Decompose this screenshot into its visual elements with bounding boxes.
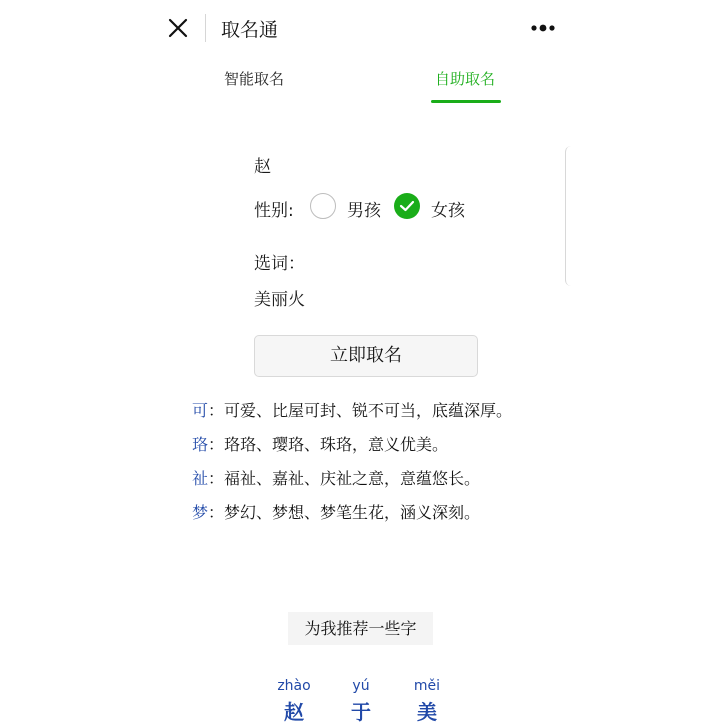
- title-divider: [205, 14, 206, 42]
- name-preview-char[interactable]: [331, 678, 391, 725]
- pinyin-label: měi: [413, 678, 441, 694]
- gender-female-radio[interactable]: [394, 193, 420, 219]
- character-description: ：梦幻、梦想、梦笔生花，涵义深刻。: [208, 503, 481, 522]
- close-icon: [166, 16, 190, 40]
- list-item: [192, 500, 522, 526]
- generate-names-button[interactable]: 立即取名: [254, 335, 478, 377]
- character-key[interactable]: 可: [192, 401, 209, 420]
- name-preview-char[interactable]: [264, 678, 324, 725]
- close-button[interactable]: [166, 16, 190, 40]
- active-tab-indicator: [431, 100, 501, 103]
- pinyin-label: zhào: [277, 678, 311, 694]
- form-panel-edge: [565, 146, 574, 286]
- recommend-characters-button[interactable]: 为我推荐一些字: [288, 612, 433, 645]
- check-icon: [399, 199, 415, 213]
- list-item: [192, 466, 522, 492]
- character-key[interactable]: 珞: [192, 435, 209, 454]
- more-options-button[interactable]: [530, 18, 556, 38]
- gender-label: 性别:: [254, 201, 294, 221]
- list-item: [192, 398, 522, 424]
- selected-words-value[interactable]: 美丽火: [254, 290, 305, 310]
- gender-male-radio[interactable]: [310, 193, 336, 219]
- hanzi-label: 美: [417, 700, 437, 724]
- tab-self-naming[interactable]: 自助取名: [435, 70, 496, 88]
- pinyin-label: yú: [352, 678, 370, 694]
- app-title: 取名通: [221, 19, 279, 41]
- character-description: ：福祉、嘉祉、庆祉之意，意蕴悠长。: [208, 469, 481, 488]
- gender-female-label[interactable]: 女孩: [431, 201, 465, 221]
- select-words-label: 选词：: [254, 254, 305, 274]
- more-options-icon: [530, 18, 556, 38]
- character-key[interactable]: 祉: [192, 469, 209, 488]
- surname-value[interactable]: 赵: [254, 157, 271, 177]
- character-meaning-list: [192, 398, 522, 534]
- tab-bar: [0, 64, 720, 108]
- list-item: [192, 432, 522, 458]
- tab-smart-naming[interactable]: 智能取名: [224, 70, 285, 88]
- character-description: ：珞珞、璎珞、珠珞，意义优美。: [208, 435, 449, 454]
- top-bar: [0, 0, 720, 56]
- character-key[interactable]: 梦: [192, 503, 209, 522]
- name-preview-char[interactable]: [397, 678, 457, 725]
- hanzi-label: 于: [351, 700, 371, 724]
- character-description: ：可爱、比屋可封、锐不可当，底蕴深厚。: [208, 401, 513, 420]
- hanzi-label: 赵: [284, 700, 304, 724]
- gender-male-label[interactable]: 男孩: [347, 201, 381, 221]
